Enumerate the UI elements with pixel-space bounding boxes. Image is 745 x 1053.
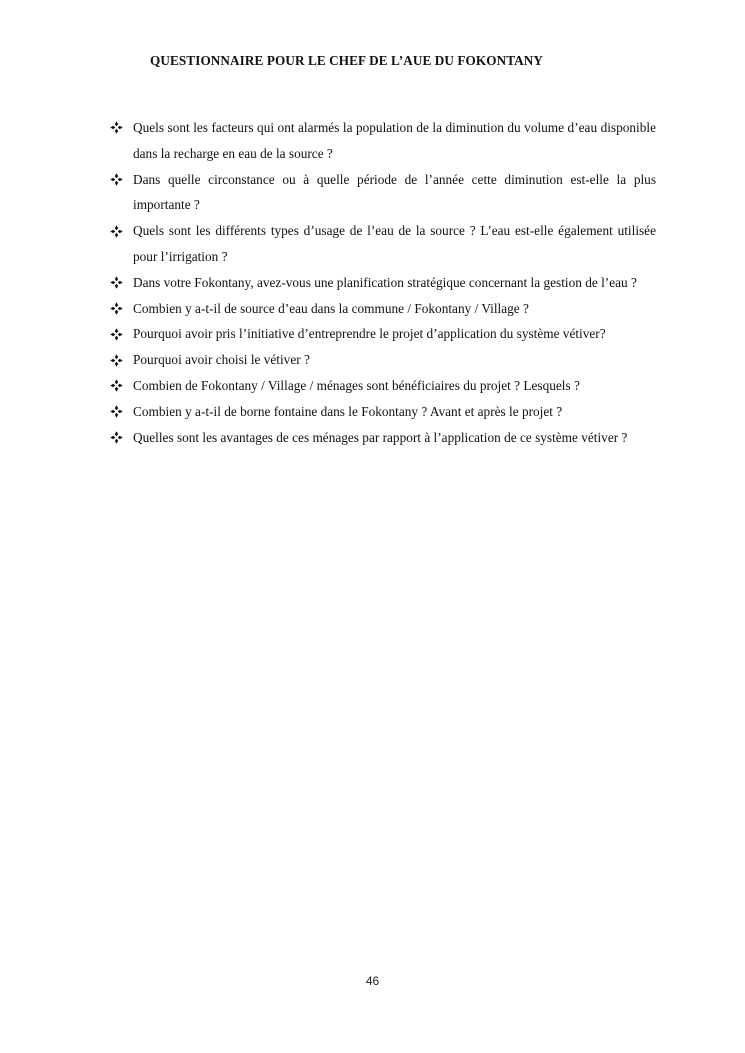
diamond-bullet-icon (110, 399, 124, 425)
list-item (110, 115, 656, 167)
question-text: Dans votre Fokontany, avez-vous une planification stratégique concernant la gestion de l’eau ? (133, 274, 637, 290)
diamond-bullet-icon (110, 296, 124, 322)
list-item (110, 218, 656, 270)
diamond-bullet-icon (110, 347, 124, 373)
list-item (110, 425, 656, 451)
question-text: Quels sont les facteurs qui ont alarmés la population de la diminution du volume d’eau disponible dans la recharge en eau de la source ? (133, 120, 656, 161)
diamond-bullet-icon (110, 218, 124, 244)
list-item (110, 270, 656, 296)
list-item (110, 167, 656, 219)
diamond-bullet-icon (110, 115, 124, 141)
question-text: Dans quelle circonstance ou à quelle période de l’année cette diminution est-elle la plus importante ? (133, 171, 656, 213)
diamond-bullet-icon (110, 167, 124, 193)
page-title: QUESTIONNAIRE POUR LE CHEF DE L’AUE DU FOKONTANY (150, 53, 544, 68)
list-item (110, 399, 656, 425)
question-text: Combien y a-t-il de borne fontaine dans le Fokontany ? Avant et après le projet ? (133, 403, 563, 419)
diamond-bullet-icon (110, 270, 124, 296)
question-text: Combien y a-t-il de source d’eau dans la commune / Fokontany / Village ? (133, 300, 529, 316)
list-item (110, 373, 656, 399)
list-item (110, 321, 656, 347)
question-text: Quels sont les différents types d’usage de l’eau de la source ? L’eau est-elle également utilisée pour l’irrigation ? (133, 223, 656, 264)
question-text: Pourquoi avoir choisi le vétiver ? (133, 352, 310, 368)
diamond-bullet-icon (110, 321, 124, 347)
diamond-bullet-icon (110, 425, 124, 451)
list-item (110, 347, 656, 373)
question-text: Quelles sont les avantages de ces ménages par rapport à l’application de ce système vétiver ? (133, 429, 628, 445)
list-item (110, 296, 656, 322)
question-list (110, 115, 656, 450)
page-number: 46 (365, 974, 380, 988)
question-text: Combien de Fokontany / Village / ménages sont bénéficiaires du projet ? Lesquels ? (133, 377, 580, 393)
question-text: Pourquoi avoir pris l’initiative d’entreprendre le projet d’application du système vétiver? (133, 326, 606, 342)
diamond-bullet-icon (110, 373, 124, 399)
